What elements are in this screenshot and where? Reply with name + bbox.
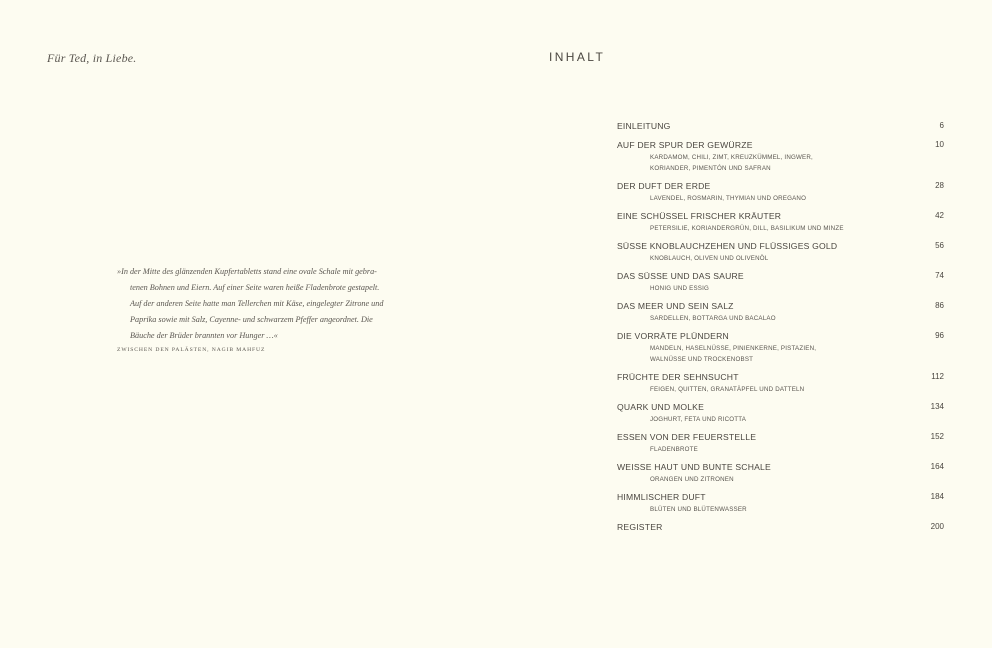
- toc-entry-subtitle: FEIGEN, QUITTEN, GRANATÄPFEL UND DATTELN: [650, 386, 805, 393]
- toc-entry-subtitle: ORANGEN UND ZITRONEN: [650, 476, 734, 483]
- toc-entry: [617, 138, 944, 174]
- toc-heading: INHALT: [549, 50, 606, 64]
- quote-line: Paprika sowie mit Salz, Cayenne- und schwarzem Pfeffer angeordnet. Die: [130, 315, 373, 324]
- toc-entry-page: 10: [935, 140, 944, 149]
- toc-entry-page: 6: [939, 121, 944, 130]
- toc-entry-subtitle: MANDELN, HASELNÜSSE, PINIENKERNE, PISTAZIEN,: [650, 345, 817, 352]
- epigraph-quote: [117, 264, 447, 356]
- toc-entry-page: 74: [935, 271, 944, 280]
- toc-entry-page: 164: [930, 462, 944, 471]
- toc-entry-page: 96: [935, 331, 944, 340]
- toc-entry-page: 112: [931, 372, 944, 381]
- toc-entry-title: AUF DER SPUR DER GEWÜRZE: [617, 140, 753, 150]
- toc-entry-page: 134: [930, 402, 944, 411]
- toc-entry: [617, 430, 944, 455]
- toc-entry-subtitle: SARDELLEN, BOTTARGA UND BACALAO: [650, 315, 776, 322]
- toc-entry-page: 184: [930, 492, 944, 501]
- toc-entry: [617, 520, 944, 534]
- toc-entry: [617, 370, 944, 395]
- toc-entry: [617, 119, 944, 133]
- toc-entry-title: SÜSSE KNOBLAUCHZEHEN UND FLÜSSIGES GOLD: [617, 241, 838, 251]
- quote-line: tenen Bohnen und Eiern. Auf einer Seite waren heiße Fladenbrote gestapelt.: [130, 283, 380, 292]
- toc-entry: [617, 490, 944, 515]
- toc-entry: [617, 179, 944, 204]
- toc-entry-title: REGISTER: [617, 522, 663, 532]
- toc-entry-page: 152: [930, 432, 944, 441]
- toc-entry-title: EINLEITUNG: [617, 121, 671, 131]
- toc-entry: [617, 299, 944, 324]
- toc-entry-title: EINE SCHÜSSEL FRISCHER KRÄUTER: [617, 211, 782, 221]
- toc-entry: [617, 400, 944, 425]
- quote-line: Auf der anderen Seite hatte man Tellerchen mit Käse, eingelegter Zitrone und: [130, 299, 384, 308]
- toc-entry-subtitle: KNOBLAUCH, OLIVEN UND OLIVENÖL: [650, 255, 769, 262]
- toc-entry-page: 56: [935, 241, 944, 250]
- toc-entry-title: DAS MEER UND SEIN SALZ: [617, 301, 734, 311]
- toc-entry-subtitle: LAVENDEL, ROSMARIN, THYMIAN UND OREGANO: [650, 195, 807, 202]
- toc-entry-title: DAS SÜSSE UND DAS SAURE: [617, 271, 744, 281]
- table-of-contents: [617, 119, 944, 539]
- toc-entry-subtitle: PETERSILIE, KORIANDERGRÜN, DILL, BASILIKUM UND MINZE: [650, 225, 844, 232]
- toc-entry-title: QUARK UND MOLKE: [617, 402, 705, 412]
- toc-entry-page: 42: [935, 211, 944, 220]
- toc-entry-subtitle: KORIANDER, PIMENTÓN UND SAFRAN: [650, 165, 771, 172]
- quote-line: Bäuche der Brüder brannten vor Hunger …«: [130, 331, 278, 340]
- toc-entry: [617, 329, 944, 365]
- toc-entry-subtitle: JOGHURT, FETA UND RICOTTA: [650, 416, 747, 423]
- quote-source: ZWISCHEN DEN PALÄSTEN, NAGIB MAHFUZ: [117, 347, 266, 353]
- toc-entry-subtitle: KARDAMOM, CHILI, ZIMT, KREUZKÜMMEL, INGWER,: [650, 154, 813, 161]
- dedication: Für Ted, in Liebe.: [47, 51, 137, 65]
- toc-entry-page: 28: [935, 181, 944, 190]
- toc-entry-title: DIE VORRÄTE PLÜNDERN: [617, 331, 729, 341]
- toc-entry-title: HIMMLISCHER DUFT: [617, 492, 706, 502]
- toc-entry: [617, 239, 944, 264]
- toc-entry: [617, 460, 944, 485]
- toc-entry-subtitle: BLÜTEN UND BLÜTENWASSER: [650, 506, 747, 513]
- toc-entry-title: ESSEN VON DER FEUERSTELLE: [617, 432, 757, 442]
- toc-entry-page: 86: [935, 301, 944, 310]
- quote-line: »In der Mitte des glänzenden Kupfertabletts stand eine ovale Schale mit gebra-: [117, 267, 377, 276]
- toc-entry-page: 200: [930, 522, 944, 531]
- toc-entry-title: WEISSE HAUT UND BUNTE SCHALE: [617, 462, 771, 472]
- toc-entry: [617, 269, 944, 294]
- toc-entry-title: FRÜCHTE DER SEHNSUCHT: [617, 372, 739, 382]
- toc-entry-subtitle: HONIG UND ESSIG: [650, 285, 710, 292]
- toc-entry-subtitle: FLADENBROTE: [650, 446, 698, 453]
- toc-entry-subtitle: WALNÜSSE UND TROCKENOBST: [650, 356, 754, 363]
- toc-entry-title: DER DUFT DER ERDE: [617, 181, 711, 191]
- toc-entry: [617, 209, 944, 234]
